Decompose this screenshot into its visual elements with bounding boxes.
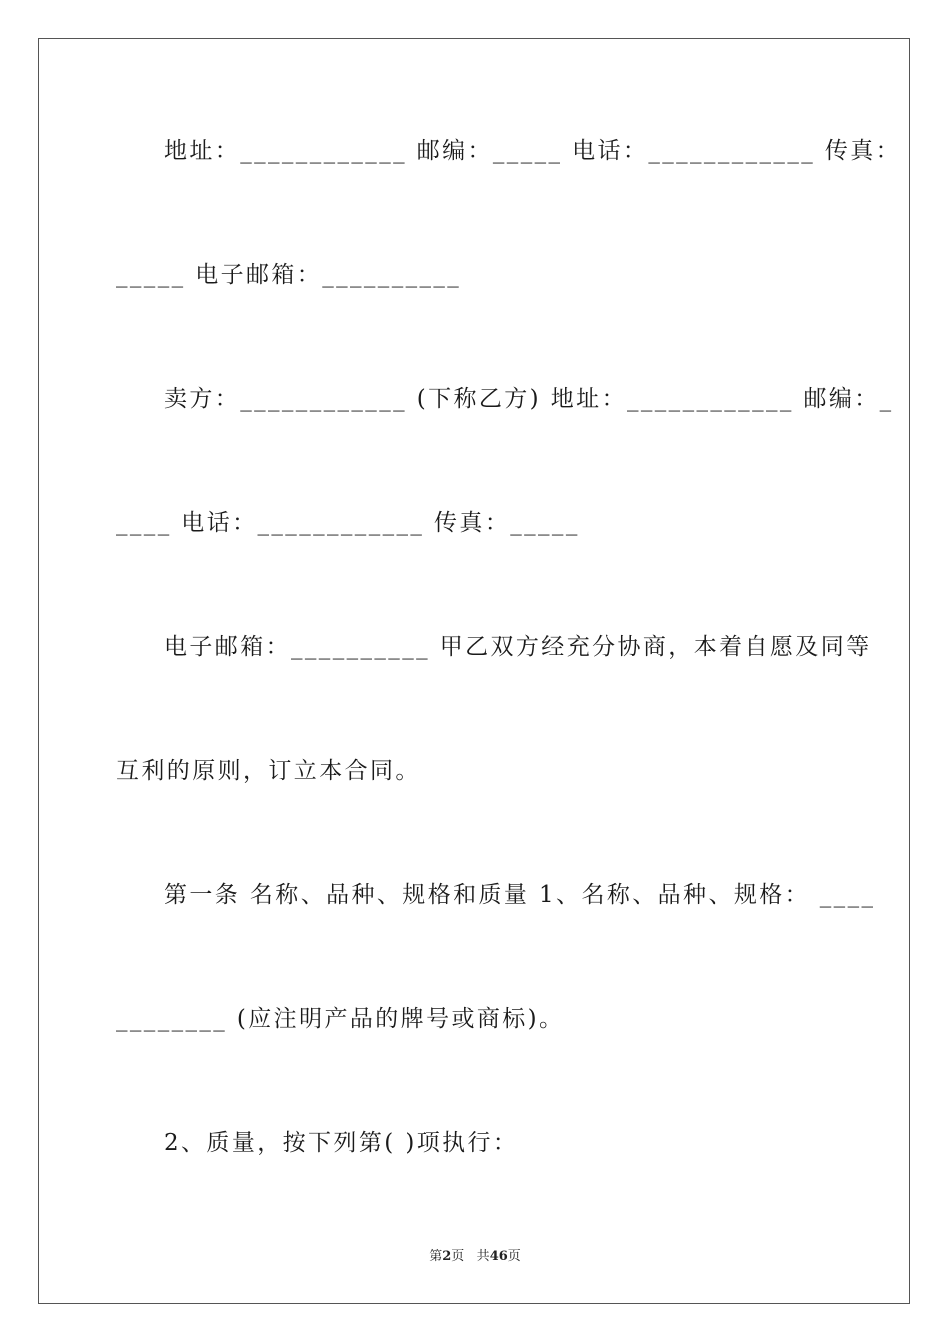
footer-total-prefix: 共 (476, 1249, 490, 1264)
seller-line: 卖方：____________ (下称乙方) 地址：____________ 邮编：_ (164, 386, 894, 412)
footer-page-prefix: 第 (429, 1249, 443, 1264)
footer-total-suffix: 页 (507, 1249, 521, 1264)
phone-fax-line: ____ 电话：____________ 传真：_____ (116, 510, 580, 536)
quality-line: 2、质量，按下列第( )项执行： (164, 1130, 519, 1156)
email-line: _____ 电子邮箱：__________ (116, 262, 462, 288)
address-line: 地址：____________ 邮编：_____ 电话：____________ 传真： (164, 138, 902, 164)
page-footer (0, 1248, 950, 1266)
footer-total-pages: 46 (489, 1249, 508, 1264)
seller-email-line: 电子邮箱：__________ 甲乙双方经充分协商，本着自愿及同等 (164, 634, 872, 660)
footer-page-suffix: 页 (451, 1249, 465, 1264)
footer-current-page: 2 (442, 1249, 452, 1264)
brand-note-line: ________ (应注明产品的牌号或商标)。 (116, 1006, 565, 1032)
article-one-heading: 第一条 名称、品种、规格和质量 1、名称、品种、规格： ____ (164, 882, 876, 908)
page-frame (38, 38, 910, 1304)
principle-line: 互利的原则，订立本合同。 (116, 758, 421, 784)
